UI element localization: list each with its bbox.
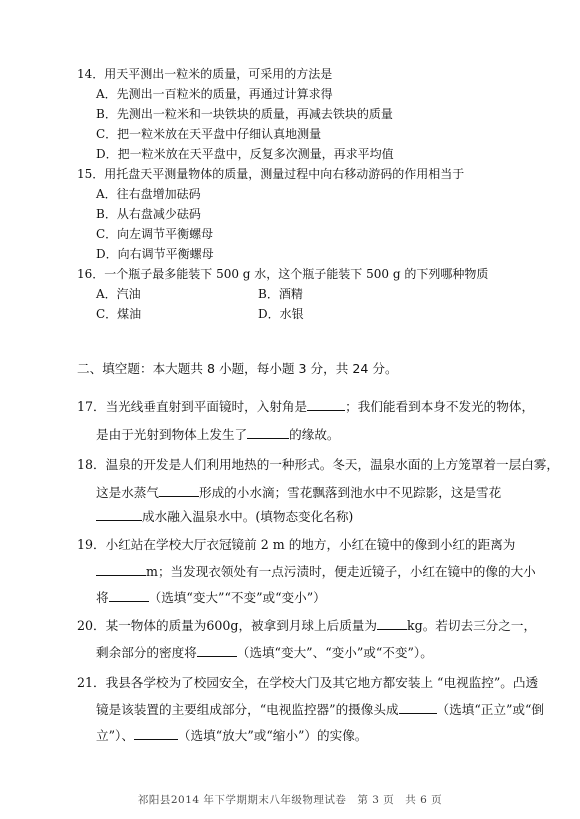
q19-blank-1[interactable] — [96, 563, 146, 576]
q17-text-1a: 17．当光线垂直射到平面镜时，入射角是 — [77, 399, 308, 414]
q16-option-c: C．煤油 — [96, 307, 142, 321]
q21-blank-2[interactable] — [134, 727, 178, 740]
q17-text-1b: ；我们能看到本身不发光的物体， — [345, 399, 535, 414]
q17-line-1 — [77, 398, 534, 416]
q18-line-2 — [96, 484, 501, 502]
q20-text-2b: （选填“变大”、“变小”或“不变”）。 — [236, 645, 433, 660]
q21-text-3a: 立”）、 — [96, 728, 134, 743]
q15-option-d: D．向右调节平衡螺母 — [96, 247, 214, 261]
section-heading: 二、填空题：本大题共 8 小题，每小题 3 分，共 24 分。 — [77, 361, 398, 376]
q14-stem: 14．用天平测出一粒米的质量，可采用的方法是 — [77, 67, 333, 81]
q20-blank-2[interactable] — [197, 644, 237, 657]
q20-line-2 — [96, 644, 433, 662]
q17-text-2b: 的缘故。 — [289, 427, 340, 442]
q18-blank-1[interactable] — [159, 484, 199, 497]
q19-text-2b: m；当发现衣领处有一点污渍时，便走近镜子，小红在镜中的像的大小 — [146, 564, 536, 579]
q19-line-1: 19．小红站在学校大厅衣冠镜前 2 m 的地方，小红在镜中的像到小红的距离为 — [77, 537, 516, 552]
q16-stem: 16．一个瓶子最多能装下 500 g 水，这个瓶子能装下 500 g 的下列哪种物质 — [77, 267, 489, 281]
q19-text-3a: 将 — [96, 590, 109, 605]
q16-option-d: D．水银 — [258, 307, 304, 321]
q17-blank-2[interactable] — [247, 426, 289, 439]
q20-line-1 — [77, 617, 536, 635]
q21-line-2 — [96, 701, 544, 719]
q21-text-2a: 镜是该装置的主要组成部分，“电视监控器”的摄像头成 — [96, 702, 399, 717]
q14-option-c: C．把一粒米放在天平盘中仔细认真地测量 — [96, 127, 322, 141]
q18-text-3b: 成水融入温泉水中。(填物态变化名称) — [142, 509, 354, 524]
q18-text-2a: 这是水蒸气 — [96, 485, 159, 500]
q15-option-b: B．从右盘减少砝码 — [96, 207, 201, 221]
q20-text-2a: 剩余部分的密度将 — [96, 645, 197, 660]
q20-text-1a: 20．某一物体的质量为600g，被拿到月球上后质量为 — [77, 618, 377, 633]
q21-text-3b: （选填“放大”或“缩小”）的实像。 — [177, 728, 368, 743]
q15-option-a: A．往右盘增加砝码 — [96, 187, 201, 201]
q17-text-2a: 是由于光射到物体上发生了 — [96, 427, 248, 442]
q14-option-d: D．把一粒米放在天平盘中，反复多次测量，再求平均值 — [96, 147, 394, 161]
q21-text-2b: （选填“正立”或“倒 — [436, 702, 545, 717]
q17-line-2 — [96, 426, 340, 444]
q21-line-1: 21．我县各学校为了校园安全，在学校大门及其它地方都安装上 “电视监控”。凸透 — [77, 675, 539, 690]
q16-option-b: B．酒精 — [258, 287, 303, 301]
q20-blank-1[interactable] — [377, 617, 407, 630]
q17-blank-1[interactable] — [307, 398, 345, 411]
q14-option-b: B．先测出一粒米和一块铁块的质量，再减去铁块的质量 — [96, 107, 393, 121]
q14-option-a: A．先测出一百粒米的质量，再通过计算求得 — [96, 87, 333, 101]
q19-blank-2[interactable] — [109, 589, 149, 602]
q15-option-c: C．向左调节平衡螺母 — [96, 227, 214, 241]
q21-line-3 — [96, 727, 367, 745]
q19-text-3b: （选填“变大”“不变”或“变小”） — [148, 590, 326, 605]
q18-text-2b: 形成的小水滴；雪花飘落到池水中不见踪影，这是雪花 — [198, 485, 502, 500]
page-footer: 祁阳县2014 年下学期期末八年级物理试卷 第 3 页 共 6 页 — [137, 794, 443, 806]
q18-blank-2[interactable] — [96, 508, 142, 521]
q20-text-1b: kg。若切去三分之一， — [407, 618, 537, 633]
q18-line-1: 18．温泉的开发是人们利用地热的一种形式。冬天，温泉水面的上方笼罩着一层白雾， — [77, 457, 559, 472]
q16-option-a: A．汽油 — [96, 287, 141, 301]
q18-line-3 — [96, 508, 353, 526]
q21-blank-1[interactable] — [399, 701, 437, 714]
q19-line-3 — [96, 589, 326, 607]
q19-line-2 — [96, 563, 536, 581]
q15-stem: 15．用托盘天平测量物体的质量，测量过程中向右移动游码的作用相当于 — [77, 167, 465, 181]
